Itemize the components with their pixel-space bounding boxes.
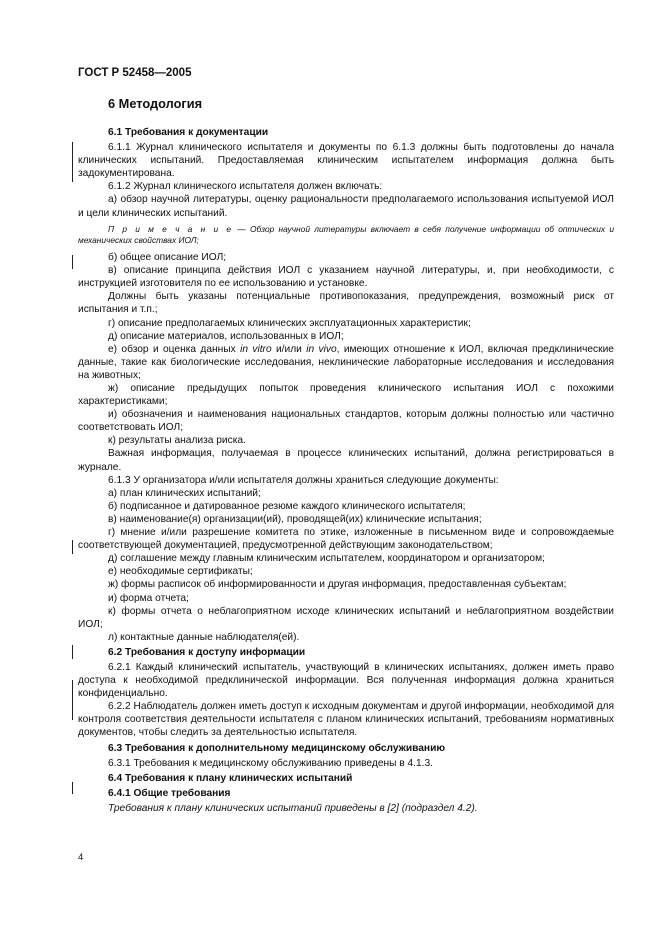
revision-mark [72,255,73,269]
text-span: и/или [271,343,307,355]
list-item: д) соглашение между главным клиническим испытателем, координатором и организатором; [108,553,545,565]
subsection-title: 6.1 Требования к документации [108,127,269,138]
document-header: ГОСТ Р 52458—2005 [78,67,192,79]
list-item: а) план клинических испытаний; [108,487,261,499]
list-item: и) форма отчета; [108,592,189,604]
list-item: а) обзор научной литературы, оценку рациональности предполагаемого использования испытуемой ИОЛ и цели клинических испытаний. [78,194,614,219]
subsection-title: 6.3 Требования к дополнительному медицинскому обслуживанию [108,742,446,754]
paragraph: 6.2.1 Каждый клинический испытатель, участвующий в клинических испытаниях, должен иметь право доступа к необходимой предклинической информации. Вся полученная информация должна храниться конфиденциально. [78,661,614,700]
note-label: П р и м е ч а н и е [108,223,234,234]
page-number: 4 [78,852,84,863]
note-text: — Обзор научной литературы включает в себя получение информации об оптических и механических свойствах ИОЛ; [78,223,614,245]
revision-mark [72,782,73,794]
subsection-title: 6.4 Требования к плану клинических испытаний [108,772,353,784]
list-item: в) наименование(я) организации(ий), проводящей(их) клинические испытания; [108,513,482,525]
list-item: б) общее описание ИОЛ; [108,252,227,264]
list-item: и) обозначения и наименования национальных стандартов, которым должны полностью или частично соответствовать ИОЛ; [78,409,614,434]
list-item: ж) формы расписок об информированности и другая информация, предоставленная субъектам; [108,579,567,591]
list-item: ж) описание предыдущих попыток проведения клинического испытания ИОЛ с похожими характеристиками; [78,383,614,408]
text-span: е) обзор и оценка данных [108,343,241,355]
list-item: к) результаты анализа риска. [108,435,246,447]
revision-mark [72,680,73,720]
paragraph: 6.1.1 Журнал клинического испытателя и документы по 6.1.3 должны быть подготовлены до начала клинических испытаний. Предоставляемая клиническим испытателем информация должна быть задокументирована. [78,142,614,180]
revision-mark [72,540,73,554]
section-title: 6 Методология [108,96,203,111]
document-body [78,96,614,815]
paragraph: 6.2.2 Наблюдатель должен иметь доступ к исходным документам и другой информации, необходимой для контроля соответствия деятельности испытателя с планом клинических испытаний, требованиям нормативных документов, чтобы следить за деятельностью испытателя. [78,701,614,739]
text-span: , имеющих отношение к ИОЛ, включая предклинические данные, такие как биологические исследования, неклинические лабораторные исследования и исследования на животных; [78,343,614,381]
paragraph: Важная информация, получаемая в процессе клинических испытаний, должна регистрироваться в журнале. [78,448,614,473]
list-item: б) подписанное и датированное резюме каждого клинического испытателя; [108,500,466,512]
paragraph: Требования к плану клинических испытаний приведены в [2] (подраздел 4.2). [108,802,478,814]
list-item: г) описание предполагаемых клинических эксплуатационных характеристик; [108,317,471,329]
subsubsection-title: 6.4.1 Общие требования [108,787,231,799]
note [78,224,614,246]
list-item: л) контактные данные наблюдателя(ей). [108,631,300,643]
list-item [78,343,614,382]
list-item: д) описание материалов, использованных в ИОЛ; [108,330,344,342]
paragraph: 6.1.2 Журнал клинического испытателя должен включать: [108,181,383,193]
paragraph: Должны быть указаны потенциальные противопоказания, предупреждения, возможный риск от испытания и т.п.; [78,291,614,316]
paragraph: 6.1.3 У организатора и/или испытателя должны храниться следующие документы: [108,474,499,486]
revision-mark [72,142,73,182]
paragraph: 6.3.1 Требования к медицинскому обслуживанию приведены в 4.1.3. [108,757,433,769]
list-item: г) мнение и/или разрешение комитета по этике, изложенные в письменном виде и сопровождаемые соответствующей документацией, предусмотренной действующим законодательством; [78,527,614,552]
revision-mark [72,645,73,659]
list-item: в) описание принципа действия ИОЛ с указанием научной литературы, и, при необходимости, с инструкцией изготовителя по ее использованию и установке. [78,265,614,290]
subsection-title: 6.2 Требования к доступу информации [108,646,306,658]
list-item: к) формы отчета о неблагоприятном исходе клинических испытаний и неблагоприятном воздействии ИОЛ; [78,605,614,630]
italic-span: in vivo [306,343,337,355]
italic-span: in vitro [240,343,272,355]
list-item: е) необходимые сертификаты; [108,566,253,578]
